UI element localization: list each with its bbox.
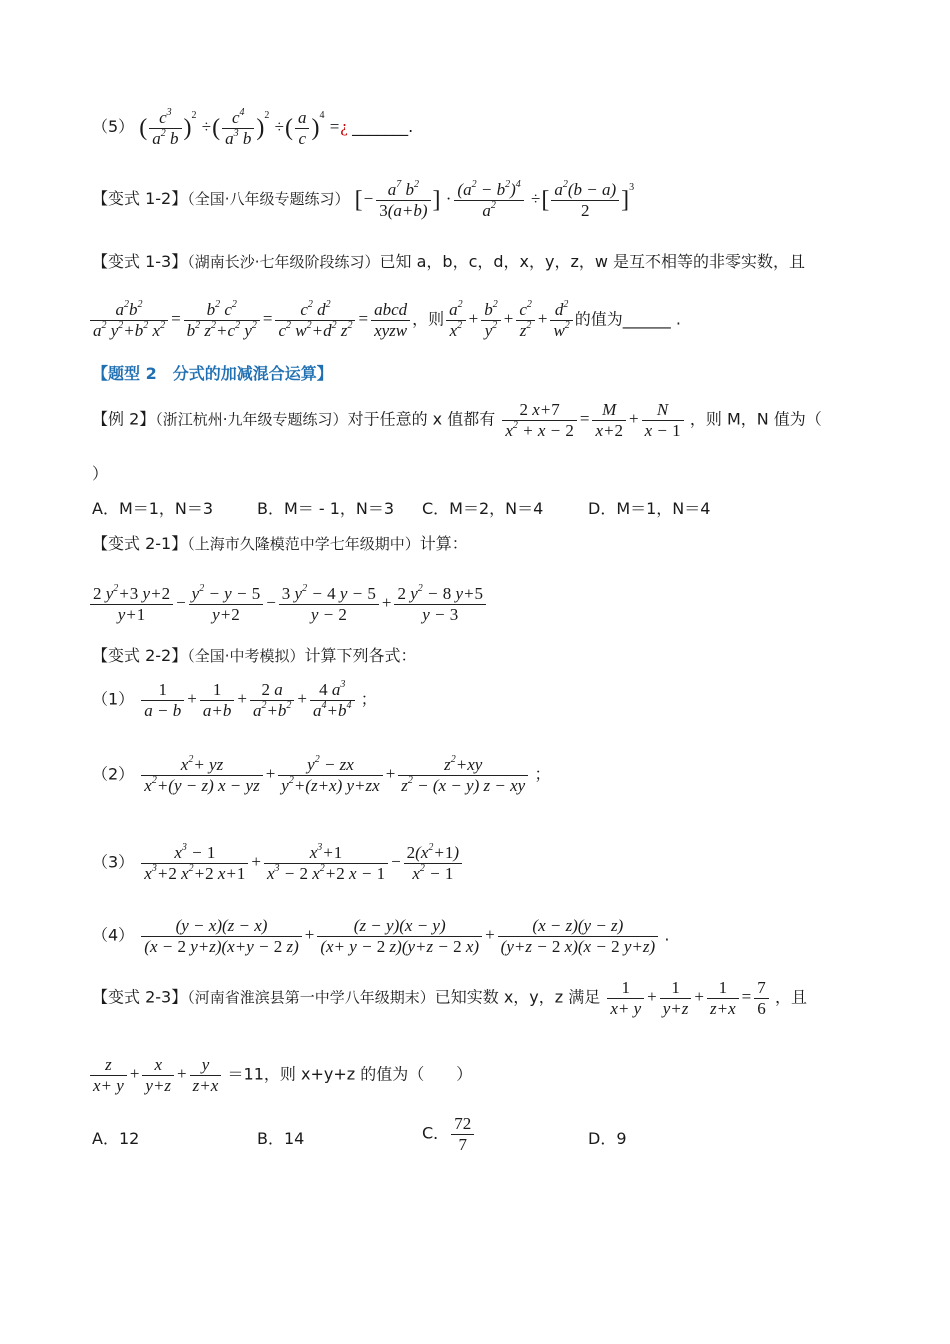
variant-1-3-text: 已知 a，b，c，d，x，y，z，w 是互不相等的非零实数，且 <box>379 252 806 271</box>
item-4-label: （4） <box>92 925 135 945</box>
variant-1-3-expression: $\frac{a^2b^2}{a^2 y^2+b^2 x^2}$ = $\frac{b^2 c^2}{b^2 z^2+c^2 y^2}$ = $\frac{c^2 d^2}{c^2 w^2+d^2 z^2}$ = $\frac{\text{abcd}}{\text{xyzw}}$ ，则 $\frac{a^2}{x^2}$ + $\frac{b^2}{y^2}$ + $\frac{c^2}{z^2}$ + $\frac{d^2}{w^2}$ 的值为______ . <box>88 300 890 341</box>
variant-2-3-option-c[interactable]: C． $\frac{72}{7}$ <box>422 1114 476 1155</box>
variant-2-3-condition: $\frac{z}{x+ y}$ + $\frac{x}{y+z}$ + $\frac{y}{z+x}$ ＝11，则 x+y+z 的值为（ ） <box>88 1055 890 1096</box>
variant-2-3-source: （河南省淮滨县第一中学八年级期末） <box>187 988 435 1007</box>
variant-2-1-source: （上海市久隆模范中学七年级期中） <box>187 535 420 553</box>
example-2-tag: 【例 2】 <box>92 409 156 429</box>
variant-2-2 <box>92 644 890 668</box>
item-2-semicolon: ； <box>534 764 551 784</box>
example-2-tail: ，则 M，N 值为（ <box>689 409 822 429</box>
variant-2-3: 【变式 2-3】（河南省淮滨县第一中学八年级期末）已知实数 x，y，z 满足 $\frac{1}{x+ y}$ + $\frac{1}{y+z}$ + $\frac{1}{z+x}$ = $\frac{7}{6}$ ，且 <box>92 978 807 1018</box>
variant-2-2-item-2: （2） $\frac{x^2+ yz}{x^2+(y - z) x - yz}$ + $\frac{y^2 - zx}{y^2+(z+x) y+zx}$ + $\frac{z^2+xy}{z^2 - (x - y) z - xy}$ ； <box>92 754 551 795</box>
variant-1-3 <box>92 250 890 274</box>
example-2-option-c[interactable]: C．M＝2，N＝4 <box>422 499 544 518</box>
example-2 <box>92 400 890 441</box>
item-1-label: （1） <box>92 689 135 709</box>
section-heading-type-2: 【题型 2 分式的加减混合运算】 <box>92 364 333 383</box>
item-5-label: （5） <box>92 117 135 136</box>
item-4-period: . <box>664 925 670 945</box>
item-3-label: （3） <box>92 852 135 872</box>
variant-2-1-expression: $\frac{2 y^2+3 y+2}{y+1}$ − $\frac{y^2 - y - 5}{y+2}$ − $\frac{3 y^2 - 4 y - 5}{y - 2}$ + $\frac{2 y^2 - 8 y+5}{y - 3}$ <box>88 584 890 625</box>
item-1-semicolon: ； <box>360 689 377 709</box>
variant-2-2-tag: 【变式 2-2】 <box>92 646 188 665</box>
variant-2-3-tag: 【变式 2-3】 <box>92 987 188 1007</box>
variant-1-3-source: （湖南长沙·七年级阶段练习） <box>187 253 380 271</box>
option-c-label: C． <box>422 1123 450 1143</box>
variant-1-3-tag: 【变式 1-3】 <box>92 252 188 271</box>
variant-2-2-text: 计算下列各式： <box>304 646 417 665</box>
variant-2-2-source: （全国·中考模拟） <box>187 647 305 665</box>
variant-2-2-item-1: （1） $\frac{1}{a - b}$ + $\frac{1}{a+b}$ + $\frac{2 a}{a^2+b^2}$ + $\frac{4 a^3}{a^4+b^4}$ ； <box>92 679 377 720</box>
variant-2-1-tag: 【变式 2-1】 <box>92 534 188 553</box>
example-2-close: ） <box>92 464 109 483</box>
example-2-expression: $\frac{2 x+7}{x^2 + x - 2}$ = $\frac{M}{x+2}$ + $\frac{N}{x - 1}$ <box>500 409 690 428</box>
example-2-option-b[interactable]: B．M＝ - 1，N＝3 <box>257 499 395 518</box>
variant-1-2-source: （全国·八年级专题练习） <box>187 190 350 208</box>
variant-2-3-tail: ，且 <box>774 987 807 1007</box>
variant-2-2-item-3: （3） $\frac{x^3 - 1}{x^3+2 x^2+2 x+1}$ + $\frac{x^3+1}{x^3 - 2 x^2+2 x - 1}$ − $\frac{2(x^2+1)}{x^2 - 1}$ <box>92 843 890 884</box>
variant-2-3-option-b[interactable]: B．14 <box>257 1129 305 1148</box>
variant-2-3-question: ＝11，则 x+y+z 的值为（ ） <box>227 1064 473 1084</box>
item-5-q: ¿ <box>340 117 348 136</box>
item-5 <box>92 104 890 149</box>
item-2-label: （2） <box>92 764 135 784</box>
variant-2-1 <box>92 532 890 556</box>
item-5-expression: ( $\frac{c^3}{a^2 b}$ )$^2$ ÷( $\frac{c^4}{a^3 b}$ )$^2$ ÷( $\frac{a}{c}$ )$^4$ =¿ <box>139 106 348 148</box>
item-5-blank: _______. <box>352 117 414 136</box>
variant-1-2-tag: 【变式 1-2】 <box>92 189 188 208</box>
example-2-option-d[interactable]: D．M＝1，N＝4 <box>588 499 711 518</box>
example-2-source: （浙江杭州·九年级专题练习） <box>155 410 348 429</box>
variant-2-3-option-d[interactable]: D．9 <box>588 1129 627 1148</box>
example-2-option-a[interactable]: A．M＝1，N＝3 <box>92 499 214 518</box>
variant-2-3-option-a[interactable]: A．12 <box>92 1129 140 1148</box>
example-2-text: 对于任意的 x 值都有 <box>347 409 496 429</box>
variant-1-3-tail: 的值为______ . <box>574 309 681 329</box>
variant-2-3-text: 已知实数 x，y，z 满足 <box>434 987 601 1007</box>
variant-1-2-expression: [− $\frac{a^7 b^2}{3(a+b)}$ ] · $\frac{(a^2 - b^2)^4}{a^2}$ ÷[ $\frac{a^2(b - a)}{2}$ ]$^3$ <box>354 178 635 220</box>
variant-2-2-item-4: （4） $\frac{(y - x)(z - x)}{(x - 2 y+z)(x+y - 2 z)}$ + $\frac{(z - y)(x - y)}{(x+ y - 2 z)(y+z - 2 x)}$ + $\frac{(x - z)(y - z)}{(y+z - 2 x)(x - 2 y+z)}$ . <box>92 916 670 956</box>
variant-2-1-text: 计算： <box>419 534 468 553</box>
variant-1-2 <box>92 176 890 221</box>
